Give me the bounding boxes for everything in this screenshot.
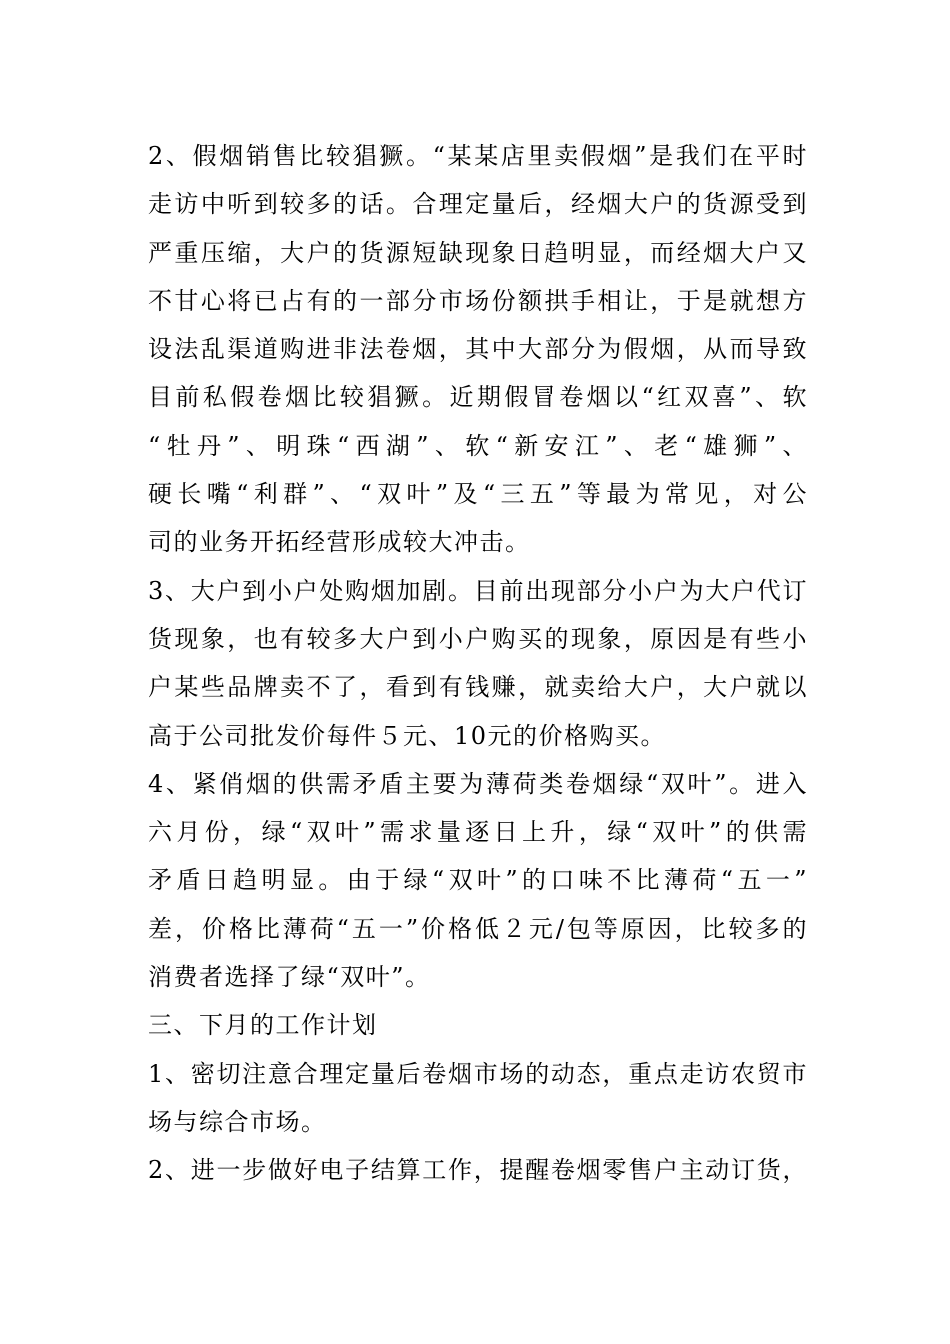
text-line: 3、大户到小户处购烟加剧。目前出现部分小户为大户代订 — [148, 576, 808, 605]
text-line: 2、假烟销售比较猖獗。“某某店里卖假烟”是我们在平时 — [148, 142, 808, 170]
text-line: 严重压缩，大户的货源短缺现象日趋明显，而经烟大户又 — [148, 238, 808, 267]
text-line: 2、进一步做好电子结算工作，提醒卷烟零售户主动订货， — [148, 1156, 808, 1185]
text-line: 4、紧俏烟的供需矛盾主要为薄荷类卷烟绿“双叶”。进入 — [148, 769, 808, 798]
text-line: 场与综合市场。 — [148, 1107, 327, 1136]
text-line: “牡丹”、明珠“西湖”、软“新安江”、老“雄狮”、 — [148, 431, 808, 460]
text-line: 矛盾日趋明显。由于绿“双叶”的口味不比薄荷“五一” — [148, 866, 808, 895]
text-line: 户某些品牌卖不了，看到有钱赚，就卖给大户，大户就以 — [148, 673, 808, 702]
text-line: 1、密切注意合理定量后卷烟市场的动态，重点走访农贸市 — [148, 1059, 808, 1088]
text-line: 六月份，绿“双叶”需求量逐日上升，绿“双叶”的供需 — [148, 818, 808, 847]
text-line: 不甘心将已占有的一部分市场份额拱手相让，于是就想方 — [148, 286, 808, 315]
text-line: 差，价格比薄荷“五一”价格低２元/包等原因，比较多的 — [148, 914, 808, 943]
text-line: 高于公司批发价每件５元、10元的价格购买。 — [148, 721, 667, 750]
text-line: 目前私假卷烟比较猖獗。近期假冒卷烟以“红双喜”、软 — [148, 383, 808, 412]
text-line: 货现象，也有较多大户到小户购买的现象，原因是有些小 — [148, 624, 808, 653]
text-line: 司的业务开拓经营形成较大冲击。 — [148, 528, 531, 557]
document-body — [148, 132, 808, 1195]
text-line: 走访中听到较多的话。合理定量后，经烟大户的货源受到 — [148, 190, 808, 219]
text-line: 设法乱渠道购进非法卷烟，其中大部分为假烟，从而导致 — [148, 335, 808, 364]
text-line: 硬长嘴“利群”、“双叶”及“三五”等最为常见，对公 — [148, 480, 808, 509]
text-line: 消费者选择了绿“双叶”。 — [148, 963, 431, 992]
section-heading: 三、下月的工作计划 — [148, 1011, 378, 1040]
